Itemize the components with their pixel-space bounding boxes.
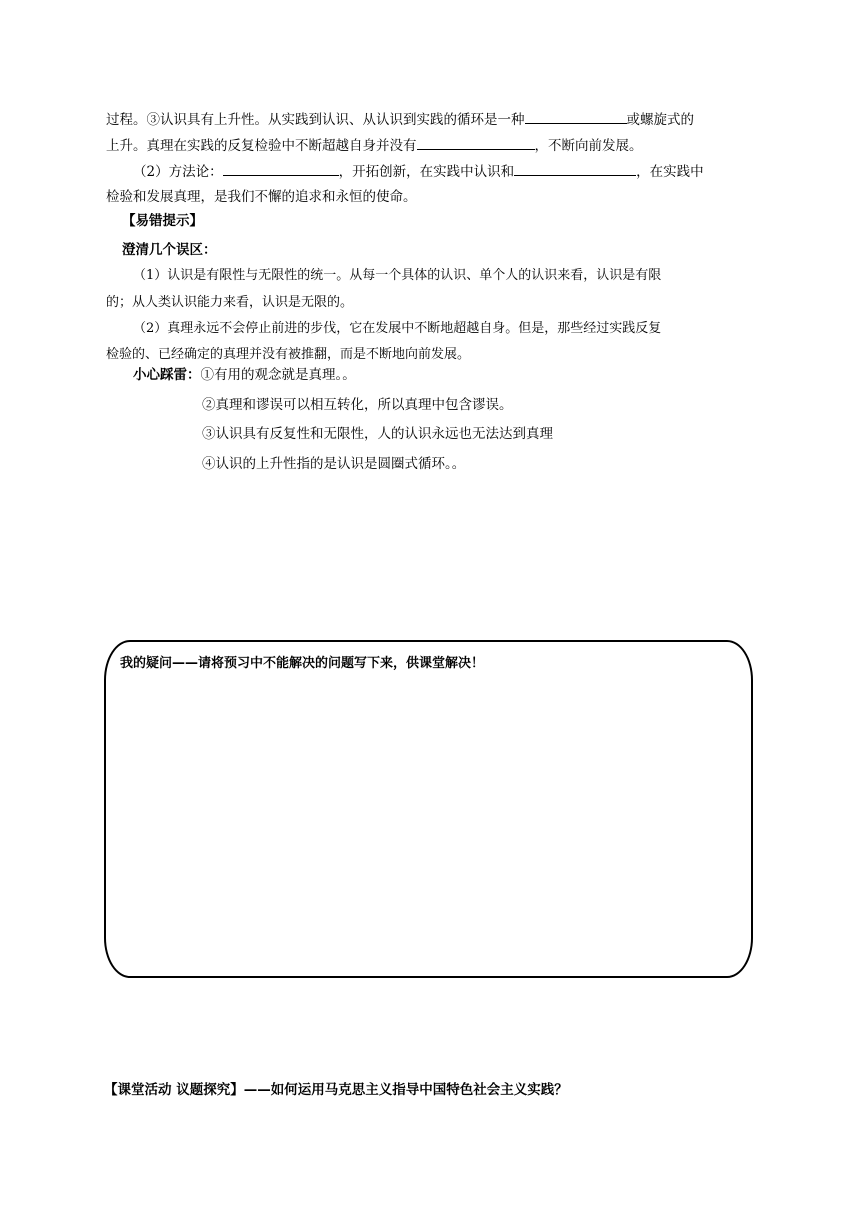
- question-box-title: 我的疑问——请将预习中不能解决的问题写下来，供课堂解决！: [120, 656, 485, 671]
- text-segment: 或螺旋式的: [626, 112, 694, 128]
- pitfall-item: ④认识的上升性指的是认识是圆圈式循环。。: [202, 456, 466, 472]
- clarify-item-line: （1）认识是有限性与无限性的统一。从每一个具体的认识、单个人的认识来看，认识是有限: [133, 268, 662, 283]
- pitfall-label: 小心踩雷：: [133, 367, 201, 383]
- pitfall-row: [133, 366, 356, 384]
- sub-heading: 澄清几个误区：: [122, 242, 217, 258]
- text-segment: ，在实践中: [636, 164, 704, 180]
- text-line: [106, 135, 643, 155]
- text-line: 检验和发展真理，是我们不懈的追求和永恒的使命。: [106, 189, 417, 205]
- text-line: [106, 109, 694, 129]
- text-line: [133, 161, 704, 181]
- text-segment: （2）方法论：: [133, 164, 223, 180]
- pitfall-item: ①有用的观念就是真理。。: [200, 367, 356, 383]
- clarify-item-line: （2）真理永远不会停止前进的步伐，它在发展中不断地超越自身。但是，那些经过实践反复: [133, 321, 662, 336]
- question-box[interactable]: [104, 640, 753, 978]
- text-segment: 过程。③认识具有上升性。从实践到认识、从认识到实践的循环是一种: [106, 112, 525, 128]
- pitfall-item: ③认识具有反复性和无限性，人的认识永远也无法达到真理: [202, 426, 553, 442]
- fill-blank[interactable]: [223, 161, 339, 176]
- activity-heading: 【课堂活动 议题探究】——如何运用马克思主义指导中国特色社会主义实践？: [104, 1082, 568, 1098]
- text-segment: ，不断向前发展。: [534, 138, 643, 154]
- clarify-item-line: 的；从人类认识能力来看，认识是无限的。: [106, 295, 354, 310]
- text-segment: ，开拓创新，在实践中认识和: [338, 164, 515, 180]
- text-segment: 上升。真理在实践的反复检验中不断超越自身并没有: [106, 138, 417, 154]
- fill-blank[interactable]: [417, 135, 535, 150]
- fill-blank[interactable]: [525, 109, 627, 124]
- fill-blank[interactable]: [514, 161, 636, 176]
- section-heading: 【易错提示】: [122, 213, 203, 229]
- clarify-item-line: 检验的、已经确定的真理并没有被推翻，而是不断地向前发展。: [106, 347, 471, 362]
- pitfall-item: ②真理和谬误可以相互转化，所以真理中包含谬误。: [202, 397, 513, 413]
